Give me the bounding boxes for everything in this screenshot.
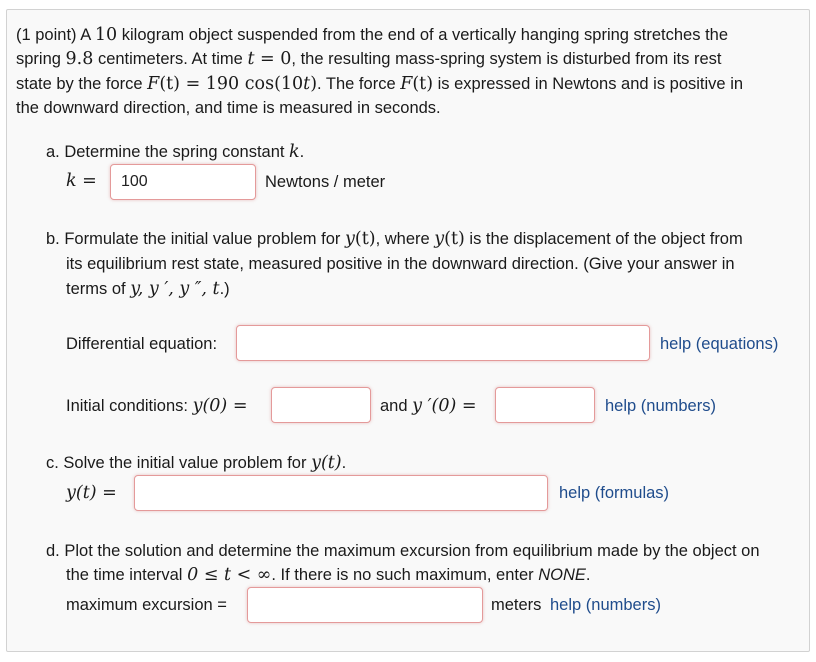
help-numbers-link[interactable]: help (numbers) bbox=[605, 397, 716, 415]
initial-velocity-input[interactable] bbox=[495, 387, 595, 423]
part-a-lhs: k = bbox=[66, 171, 97, 191]
solution-input[interactable] bbox=[134, 475, 548, 511]
part-b-line-2: its equilibrium rest state, measured positive in the downward direction. (Give your answer in bbox=[66, 255, 735, 273]
intro-line-2: spring 9.8 centimeters. At time t = 0, the resulting mass-spring system is disturbed from its rest bbox=[16, 49, 722, 69]
help-equations-link[interactable]: help (equations) bbox=[660, 335, 779, 353]
intro-line-1: (1 point) A 10 kilogram object suspended from the end of a vertically hanging spring stretches the bbox=[16, 25, 729, 45]
part-a-prompt: a. Determine the spring constant k. bbox=[46, 142, 305, 162]
part-d-line-2: the time interval 0 ≤ t < ∞. If there is no such maximum, enter NONE. bbox=[66, 565, 591, 585]
maximum-excursion-label: maximum excursion = bbox=[66, 596, 227, 614]
stretch-value: 9.8 bbox=[65, 49, 94, 69]
maximum-excursion-input[interactable] bbox=[247, 587, 483, 623]
intro-line-4: the downward direction, and time is measured in seconds. bbox=[16, 99, 441, 117]
help-formulas-link[interactable]: help (formulas) bbox=[559, 484, 670, 502]
initial-conditions-label: Initial conditions: y(0) = bbox=[66, 396, 248, 416]
differential-equation-input[interactable] bbox=[236, 325, 650, 361]
part-c-prompt: c. Solve the initial value problem for y(t). bbox=[46, 453, 347, 473]
differential-equation-label: Differential equation: bbox=[66, 335, 218, 353]
part-d-line-1: d. Plot the solution and determine the maximum excursion from equilibrium made by the object on bbox=[46, 542, 760, 560]
maximum-excursion-units: meters bbox=[491, 596, 542, 614]
initial-velocity-label: and y ′(0) = bbox=[380, 396, 477, 416]
part-c-lhs: y(t) = bbox=[66, 483, 117, 503]
spring-constant-units: Newtons / meter bbox=[265, 173, 386, 191]
mass-value: 10 bbox=[94, 25, 118, 45]
part-b-line-1: b. Formulate the initial value problem for y(t), where y(t) is the displacement of the object from bbox=[46, 229, 743, 249]
intro-line-3: state by the force F(t) = 190 cos(10t). The force F(t) is expressed in Newtons and is positive in bbox=[16, 74, 744, 94]
part-b-line-3: terms of y, y ′, y ″, t.) bbox=[66, 279, 230, 299]
help-numbers-link-2[interactable]: help (numbers) bbox=[550, 596, 661, 614]
spring-constant-input[interactable] bbox=[110, 164, 256, 200]
initial-position-input[interactable] bbox=[271, 387, 371, 423]
